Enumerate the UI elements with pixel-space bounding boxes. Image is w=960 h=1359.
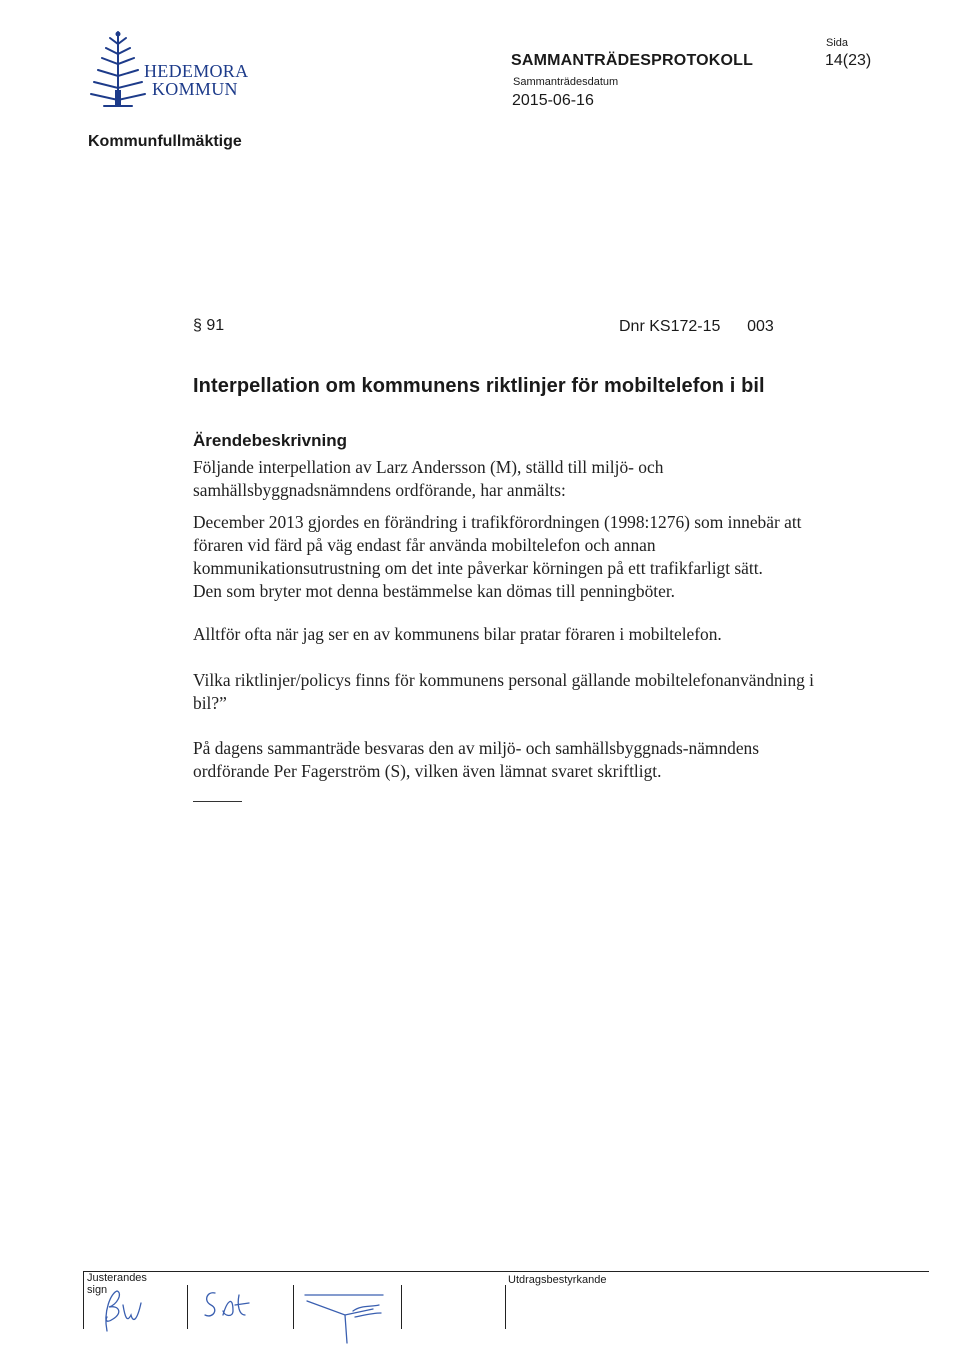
text-line: Alltför ofta när jag ser en av kommunens bilar pratar föraren i mobiltelefon.	[193, 624, 722, 644]
signature-3	[305, 1295, 383, 1343]
text-line: bil?”	[193, 693, 227, 713]
case-title: Interpellation om kommunens riktlinjer för mobiltelefon i bil	[193, 375, 765, 397]
signers-label: Justerandes sign	[87, 1272, 147, 1296]
text-line: Den som bryter mot denna bestämmelse kan dömas till penningböter.	[193, 581, 676, 601]
interpellation-paragraph-1	[193, 511, 898, 603]
case-description-heading: Ärendebeskrivning	[193, 431, 347, 450]
extract-certification-label: Utdragsbestyrkande	[508, 1274, 607, 1286]
text-line: ordförande Per Fagerström (S), vilken även lämnat svaret skriftligt.	[193, 761, 662, 781]
end-divider	[193, 801, 242, 802]
answer-paragraph	[193, 737, 898, 783]
interpellation-paragraph-2	[193, 623, 898, 646]
text-line: Vilka riktlinjer/policys finns för kommunens personal gällande mobiltelefonanvändning i	[193, 670, 815, 690]
signature-1	[106, 1291, 141, 1331]
interpellation-question	[193, 669, 898, 715]
meeting-date: 2015-06-16	[512, 92, 594, 109]
text-line: samhällsbyggnadsnämndens ordförande, har anmälts:	[193, 480, 566, 500]
text-line: Följande interpellation av Larz Andersson (M), ställd till miljö- och	[193, 457, 664, 477]
text-line: föraren vid färd på väg endast får använda mobiltelefon och annan	[193, 535, 656, 555]
text-line: På dagens sammanträde besvaras den av miljö- och samhällsbyggnads-nämndens	[193, 738, 760, 758]
intro-paragraph	[193, 456, 898, 502]
signature-footer	[83, 1271, 929, 1351]
pine-tree-icon	[88, 30, 146, 108]
text-line: December 2013 gjordes en förändring i trafikförordningen (1998:1276) som innebär att	[193, 512, 802, 532]
signature-2	[205, 1293, 249, 1316]
signatures	[83, 1271, 503, 1351]
paragraph-number: § 91	[193, 317, 225, 334]
logo-name-line1: HEDEMORA	[144, 61, 249, 81]
document-type: SAMMANTRÄDESPROTOKOLL	[511, 52, 754, 69]
signature-divider	[505, 1285, 506, 1329]
page-number: 14(23)	[825, 52, 872, 69]
logo-name-line2: KOMMUN	[152, 79, 238, 99]
hedemora-kommun-logo	[88, 30, 248, 108]
body-name: Kommunfullmäktige	[88, 133, 242, 150]
meeting-date-label: Sammanträdesdatum	[513, 76, 619, 88]
page-label: Sida	[826, 37, 849, 49]
diary-number: Dnr KS172-15 003	[619, 318, 774, 335]
text-line: kommunikationsutrustning om det inte påverkar körningen på ett trafikfarligt sätt.	[193, 558, 763, 578]
